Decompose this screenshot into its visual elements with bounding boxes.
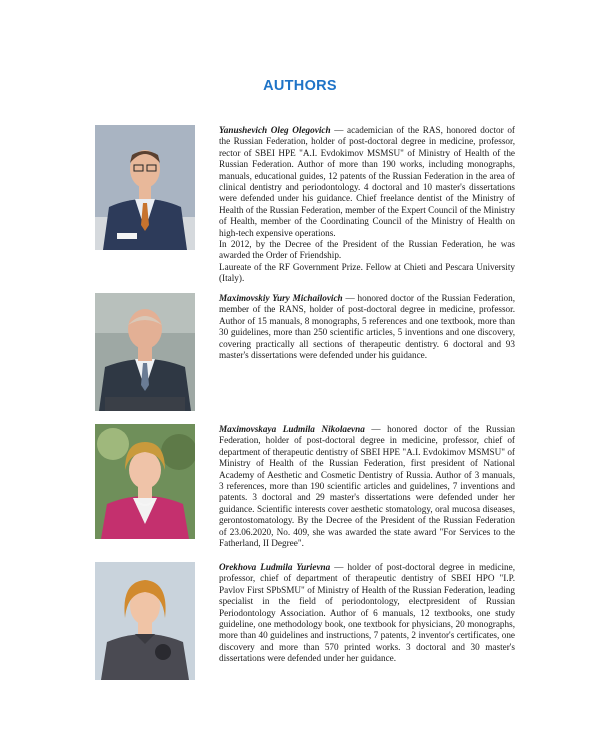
author-photo — [95, 424, 195, 539]
author-bio — [219, 424, 515, 549]
author-description: — academician of the RAS, honored doctor of the Russian Federation, holder of post-doctoral degree in medicine, professor, rector of SBEI HPE "A.I. Evdokimov MSMSU" of Ministry of Health of the Russian Federation. Author of more than 190 works, including monographs, manuals, educational guides, 12 patents of the Russian Federation in the area of clinical dentistry and periodontology. 4 doctoral and 10 master's dissertations were defended under his guidance. Chief freelance dentist of the Ministry of Health of the Russian Federation, member of the Expert Council of the Ministry of Health, member of the Coordinating Council of the Ministry of Health on high-tech expensive operations. — [219, 125, 515, 238]
author-bio — [219, 562, 515, 665]
author-award: In 2012, by the Decree of the President of the Russian Federation, he was awarded the Order of Friendship. — [219, 239, 515, 261]
author-description: — holder of post-doctoral degree in medicine, professor, chief of department of therapeutic dentistry of SBEI HPO "I.P. Pavlov First SPbSMU" of Ministry of Health of the Russian Federation, leading specialist in the field of periodontology, electpresident of Russian Periodontology Association. Author of 6 manuals, 12 textbooks, one study guideline, one methodology book, one textbook for physicians, 20 monographs, more than 40 guidelines and instructions, 7 patents, 2 inventor's certificates, one discovery and more than 570 printed works. 3 doctoral and 30 master's dissertations were defended under her guidance. — [219, 562, 515, 664]
author-name: Orekhova Ludmila Yurievna — [219, 562, 331, 572]
author-photo — [95, 125, 195, 250]
author-photo — [95, 293, 195, 411]
author-bio — [219, 293, 515, 361]
author-name: Maximovskaya Ludmila Nikolaevna — [219, 424, 365, 434]
author-photo — [95, 562, 195, 680]
author-award: Laureate of the RF Government Prize. Fellow at Chieti and Pescara University (Italy). — [219, 261, 515, 284]
author-name: Yanushevich Oleg Olegovich — [219, 125, 331, 135]
page-title: AUTHORS — [263, 78, 337, 94]
author-bio — [219, 125, 515, 285]
author-description: — honored doctor of the Russian Federation, holder of post-doctoral degree in medicine, professor, chief of department of therapeutic dentistry of SBEI HPE "A.I. Evdokimov MSMSU" of Ministry of Health of the Russian Federation, first president of National Academy of Aesthetic and Cosmetic Dentistry of Russia. Author of 3 manuals, 3 references, more than 190 scientific articles and guidelines, 7 inventions and patents. 3 doctoral and 29 master's dissertations were defended under her guidance. Scientific interests cover aesthetic stomatology, oral mucosa diseases, gerontostomatology. By the Decree of the President of the Russian Federation of 23.06.2020, No. 409, she was awarded the state award "For Services to the Fatherland, II Degree". — [219, 424, 515, 549]
author-description: — honored doctor of the Russian Federation, member of the RANS, holder of post-doctoral degree in medicine, professor. Author of 15 manuals, 8 monographs, 5 references and one textbook, more than 30 guidelines, more than 250 scientific articles, 5 inventions and one discovery, covering practically all sections of therapeutic dentistry. 6 doctoral and 93 master's dissertations were defended under his guidance. — [219, 293, 515, 361]
author-name: Maximovskiy Yury Michailovich — [219, 293, 343, 303]
